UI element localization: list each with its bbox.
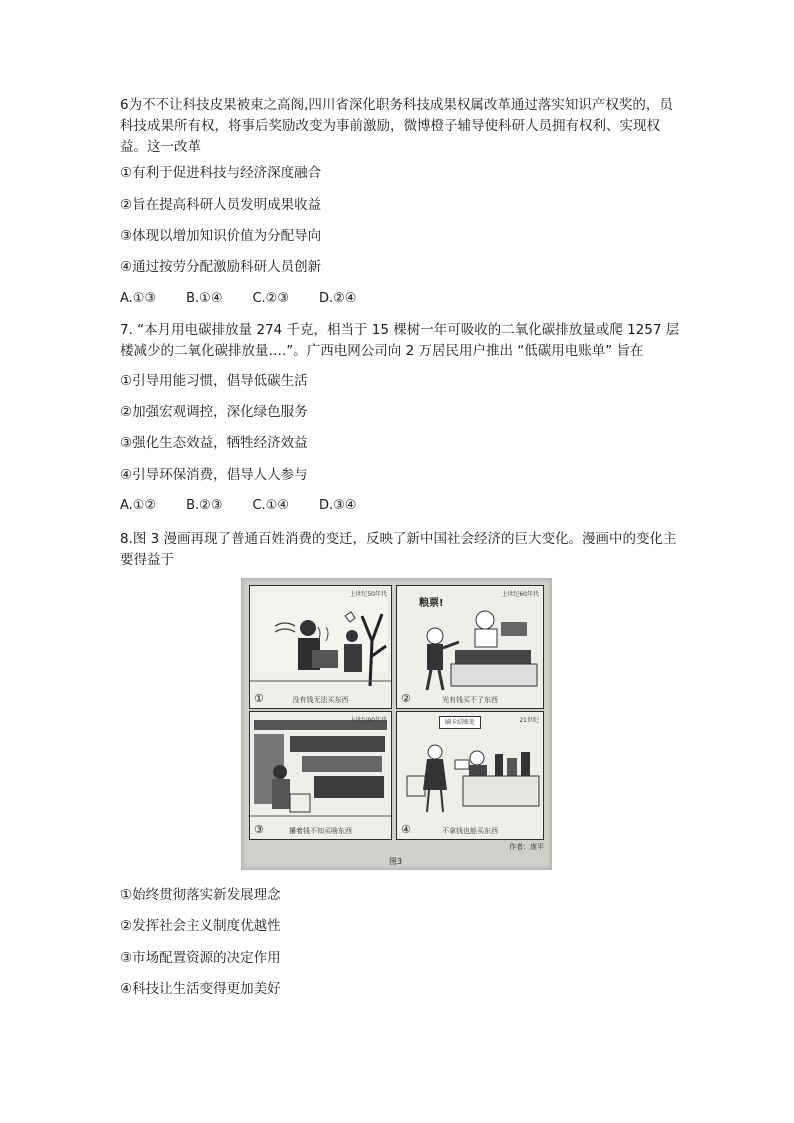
panel-3-number: ③	[254, 823, 264, 836]
answer-a: A.①②	[120, 498, 157, 513]
question-7-option-3: ③强化生态效益，牺牲经济效益	[120, 435, 308, 451]
panel-2-speech: 粮票!	[419, 598, 444, 609]
panel-1-caption: 没有钱无法买东西	[292, 696, 349, 704]
answer-d: D.③④	[319, 498, 357, 513]
panel-3-caption: 攥着钱不知买啥东西	[289, 827, 352, 835]
question-8-option-1: ①始终贯彻落实新发展理念	[120, 887, 281, 903]
question-7-option-4: ④引导环保消费，倡导人人参与	[120, 467, 308, 483]
panel-3-era: 上世纪90年代	[349, 717, 387, 724]
panel-4-caption: 不拿钱也能买东西	[442, 827, 498, 835]
question-6-option-1: ①有利于促进科技与经济深度融合	[120, 165, 322, 181]
panel-1-era: 上世纪50年代	[349, 591, 387, 598]
panel-4-era: 21世纪	[519, 717, 539, 724]
answer-c: C.②③	[252, 291, 289, 306]
question-6-option-2: ②旨在提高科研人员发明成果收益	[120, 197, 322, 213]
panel-1-number: ①	[254, 692, 264, 705]
question-8-option-4: ④科技让生活变得更加美好	[120, 981, 281, 997]
question-8-stem: 8.图 3 漫画再现了普通百姓消费的变迁，反映了新中国社会经济的巨大变化。漫画中的变化主要得益于	[120, 531, 677, 568]
question-6-option-3: ③体现以增加知识价值为分配导向	[120, 228, 322, 244]
checkout-sign: 刷卡结账处	[439, 716, 481, 729]
answer-b: B.②③	[186, 498, 223, 513]
question-6-answers	[120, 289, 386, 309]
question-7-option-2: ②加强宏观调控，深化绿色服务	[120, 404, 308, 420]
comic-panel-4	[396, 711, 544, 840]
answer-a: A.①③	[120, 291, 157, 306]
answer-c: C.①④	[252, 498, 289, 513]
comic-author: 作者：庞平	[509, 843, 544, 851]
comic-panel-1	[249, 585, 392, 709]
panel-3-illustration	[250, 712, 391, 839]
question-7-stem: 7. “本月用电碳排放量 274 千克，相当于 15 棵树一年可吸收的二氧化碳排放量或爬 1257 层楼减少的二氧化碳排放量….”。广西电网公司向 2 万居民用户推出 “低碳用电账单” 旨在	[120, 322, 680, 359]
panel-2-era: 上世纪60年代	[501, 591, 539, 598]
answer-d: D.②④	[319, 291, 357, 306]
comic-panel-2	[396, 585, 544, 709]
panel-1-illustration	[250, 586, 391, 708]
question-7-answers	[120, 496, 386, 516]
panel-4-number: ④	[401, 823, 411, 836]
question-6-stem: 6为不不让科技皮果被束之高阁,四川省深化职务科技成果权属改革通过落实知识产权奖的，员科技成果所有权，将事后奖励改变为事前激励，微博橙子辅导使科研人员拥有权利、实现权益。这一改革	[120, 97, 673, 155]
figure-label: 图3	[389, 857, 403, 866]
question-6-option-4: ④通过按劳分配激励科研人员创新	[120, 259, 322, 275]
question-7-option-1: ①引导用能习惯，倡导低碳生活	[120, 373, 308, 389]
comic-figure	[241, 578, 552, 870]
panel-2-caption: 光有钱买不了东西	[442, 696, 498, 704]
answer-b: B.①④	[186, 291, 223, 306]
panel-2-number: ②	[401, 692, 411, 705]
comic-panel-3	[249, 711, 392, 840]
question-8-option-2: ②发挥社会主义制度优越性	[120, 918, 281, 934]
panel-4-illustration	[397, 712, 543, 839]
question-8-option-3: ③市场配置资源的决定作用	[120, 950, 281, 966]
